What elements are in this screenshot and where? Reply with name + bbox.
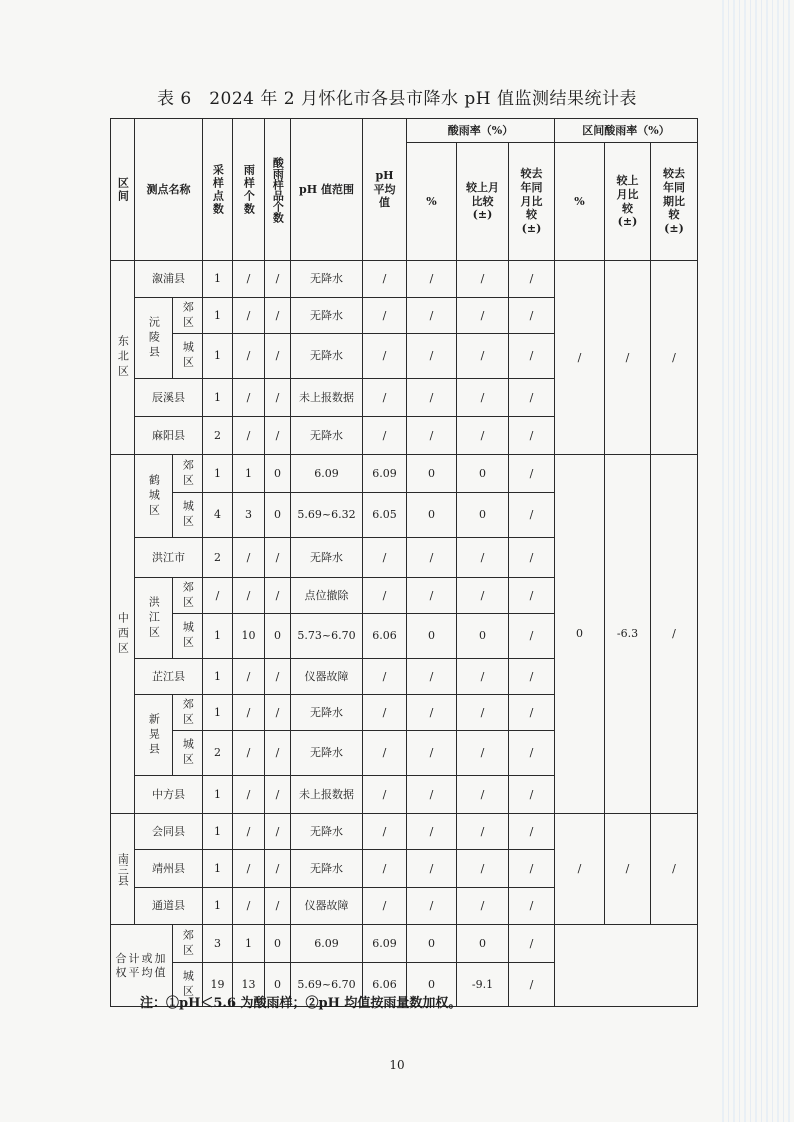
- header-pct: %: [407, 143, 457, 261]
- station-name: 辰溪县: [135, 379, 203, 417]
- cell-sample-points: 1: [203, 776, 233, 814]
- cell-acid-samples: /: [265, 850, 291, 888]
- cell-vs-month: /: [457, 334, 509, 379]
- sub-suburb: 郊区: [173, 298, 203, 334]
- table-row: [111, 925, 698, 963]
- cell-rain-samples: /: [233, 776, 265, 814]
- cell-ph-avg: /: [363, 695, 407, 731]
- cell-ph-range: 无降水: [291, 261, 363, 298]
- cell-vs-month: /: [457, 888, 509, 925]
- cell-ph-avg: 6.05: [363, 493, 407, 538]
- cell-vs-month: /: [457, 731, 509, 776]
- cell-rain-samples: /: [233, 417, 265, 455]
- cell-acid-samples: /: [265, 888, 291, 925]
- cell-ph-range: 仪器故障: [291, 659, 363, 695]
- header-ph-range: pH 值范围: [291, 119, 363, 261]
- cell-sample-points: 1: [203, 455, 233, 493]
- cell-vs-month: /: [457, 417, 509, 455]
- station-name: 溆浦县: [135, 261, 203, 298]
- table-row: [111, 814, 698, 850]
- cell-vs-year: /: [509, 614, 555, 659]
- cell-pct: 0: [407, 925, 457, 963]
- cell-ph-range: 点位撤除: [291, 578, 363, 614]
- cell-pct: /: [407, 261, 457, 298]
- cell-sample-points: 1: [203, 261, 233, 298]
- station-name: 洪江市: [135, 538, 203, 578]
- header-vs-last-year: 较去 年同 月比 较 (±): [509, 143, 555, 261]
- cell-rain-samples: /: [233, 731, 265, 776]
- cell-rain-samples: /: [233, 578, 265, 614]
- cell-vs-month: -9.1: [457, 963, 509, 1007]
- cell-vs-year: /: [509, 538, 555, 578]
- cell-pct: 0: [407, 614, 457, 659]
- cell-vs-month: /: [457, 538, 509, 578]
- cell-acid-samples: 0: [265, 493, 291, 538]
- cell-pct: 0: [407, 455, 457, 493]
- cell-ph-avg: 6.09: [363, 925, 407, 963]
- sub-urban: 城区: [173, 963, 203, 1007]
- cell-vs-year: /: [509, 776, 555, 814]
- cell-ph-avg: /: [363, 776, 407, 814]
- cell-vs-year: /: [509, 298, 555, 334]
- cell-acid-samples: /: [265, 776, 291, 814]
- sub-suburb: 郊区: [173, 455, 203, 493]
- cell-vs-month: /: [457, 298, 509, 334]
- cell-ph-avg: /: [363, 888, 407, 925]
- group-hecheng: 鹤城区: [135, 455, 173, 538]
- cell-acid-samples: /: [265, 695, 291, 731]
- cell-pct: /: [407, 578, 457, 614]
- cell-ph-range: 未上报数据: [291, 776, 363, 814]
- sub-urban: 城区: [173, 493, 203, 538]
- cell-pct: 0: [407, 963, 457, 1007]
- region-vs-month: -6.3: [605, 455, 651, 814]
- cell-ph-range: 未上报数据: [291, 379, 363, 417]
- cell-vs-year: /: [509, 814, 555, 850]
- sub-urban: 城区: [173, 731, 203, 776]
- region-vs-year: /: [651, 261, 698, 455]
- cell-ph-avg: /: [363, 731, 407, 776]
- table-title: 表 6 2024 年 2 月怀化市各县市降水 pH 值监测结果统计表: [156, 89, 638, 109]
- cell-ph-range: 无降水: [291, 731, 363, 776]
- cell-sample-points: 1: [203, 334, 233, 379]
- station-name: 靖州县: [135, 850, 203, 888]
- cell-acid-samples: /: [265, 298, 291, 334]
- cell-acid-samples: 0: [265, 614, 291, 659]
- cell-vs-month: 0: [457, 493, 509, 538]
- cell-acid-samples: /: [265, 731, 291, 776]
- header-region-pct: %: [555, 143, 605, 261]
- table-row: [111, 261, 698, 298]
- cell-pct: /: [407, 379, 457, 417]
- cell-acid-samples: /: [265, 538, 291, 578]
- group-total: 合计或加权平均值: [111, 925, 173, 1007]
- cell-vs-month: /: [457, 379, 509, 417]
- cell-vs-month: /: [457, 814, 509, 850]
- cell-rain-samples: 1: [233, 455, 265, 493]
- cell-vs-year: /: [509, 493, 555, 538]
- cell-ph-avg: /: [363, 417, 407, 455]
- cell-sample-points: 1: [203, 659, 233, 695]
- region-pct: 0: [555, 455, 605, 814]
- region-vs-month: /: [605, 261, 651, 455]
- cell-ph-range: 6.09: [291, 455, 363, 493]
- cell-acid-samples: /: [265, 814, 291, 850]
- cell-pct: /: [407, 659, 457, 695]
- region-northeast: 东北区: [111, 261, 135, 455]
- cell-ph-range: 仪器故障: [291, 888, 363, 925]
- cell-vs-year: /: [509, 850, 555, 888]
- cell-vs-year: /: [509, 731, 555, 776]
- cell-acid-samples: 0: [265, 925, 291, 963]
- cell-rain-samples: /: [233, 850, 265, 888]
- cell-rain-samples: /: [233, 334, 265, 379]
- cell-acid-samples: 0: [265, 455, 291, 493]
- cell-rain-samples: /: [233, 695, 265, 731]
- region-pct: /: [555, 261, 605, 455]
- cell-acid-samples: 0: [265, 963, 291, 1007]
- cell-acid-samples: /: [265, 334, 291, 379]
- cell-sample-points: 4: [203, 493, 233, 538]
- cell-rain-samples: /: [233, 261, 265, 298]
- cell-vs-month: /: [457, 776, 509, 814]
- cell-pct: /: [407, 538, 457, 578]
- cell-ph-range: 6.09: [291, 925, 363, 963]
- cell-vs-year: /: [509, 379, 555, 417]
- sub-suburb: 郊区: [173, 578, 203, 614]
- cell-sample-points: 1: [203, 298, 233, 334]
- cell-ph-range: 无降水: [291, 814, 363, 850]
- table-row: [111, 455, 698, 493]
- cell-rain-samples: /: [233, 298, 265, 334]
- table-container: [110, 118, 698, 1007]
- cell-ph-avg: /: [363, 814, 407, 850]
- cell-ph-avg: /: [363, 538, 407, 578]
- header-vs-last-month: 较上月 比较 (±): [457, 143, 509, 261]
- cell-pct: /: [407, 695, 457, 731]
- cell-ph-avg: 6.06: [363, 614, 407, 659]
- header-region-acid-rate: 区间酸雨率（%）: [555, 119, 698, 143]
- cell-pct: /: [407, 888, 457, 925]
- header-acid-samples: 酸雨样品个数: [265, 119, 291, 261]
- header-sample-points: 采样点数: [203, 119, 233, 261]
- ph-monitoring-table: [110, 118, 698, 1007]
- cell-vs-month: 0: [457, 614, 509, 659]
- cell-sample-points: 1: [203, 888, 233, 925]
- cell-ph-avg: 6.09: [363, 455, 407, 493]
- cell-pct: /: [407, 814, 457, 850]
- region-pct: /: [555, 814, 605, 925]
- cell-sample-points: 1: [203, 379, 233, 417]
- region-vs-month: /: [605, 814, 651, 925]
- cell-pct: 0: [407, 493, 457, 538]
- header-region-vs-year: 较去 年同 期比 较 (±): [651, 143, 698, 261]
- cell-sample-points: /: [203, 578, 233, 614]
- cell-pct: /: [407, 334, 457, 379]
- cell-rain-samples: 10: [233, 614, 265, 659]
- region-south-three: 南三县: [111, 814, 135, 925]
- cell-vs-year: /: [509, 888, 555, 925]
- cell-rain-samples: /: [233, 538, 265, 578]
- cell-ph-range: 5.69~6.70: [291, 963, 363, 1007]
- sub-urban: 城区: [173, 334, 203, 379]
- page-number: 10: [389, 1058, 405, 1072]
- cell-pct: /: [407, 850, 457, 888]
- cell-ph-avg: /: [363, 850, 407, 888]
- cell-vs-year: /: [509, 695, 555, 731]
- cell-vs-year: /: [509, 334, 555, 379]
- table-note: 注：①pH＜5.6 为酸雨样；②pH 均值按雨量数加权。: [140, 996, 462, 1011]
- cell-pct: /: [407, 298, 457, 334]
- cell-rain-samples: 1: [233, 925, 265, 963]
- header-region-vs-month: 较上 月比 较 (±): [605, 143, 651, 261]
- cell-rain-samples: /: [233, 814, 265, 850]
- cell-pct: /: [407, 731, 457, 776]
- station-name: 中方县: [135, 776, 203, 814]
- sub-suburb: 郊区: [173, 925, 203, 963]
- cell-rain-samples: /: [233, 659, 265, 695]
- group-xinhuang: 新晃县: [135, 695, 173, 776]
- group-hongjiang-qu: 洪江区: [135, 578, 173, 659]
- cell-vs-year: /: [509, 925, 555, 963]
- header-station: 测点名称: [135, 119, 203, 261]
- cell-ph-range: 无降水: [291, 334, 363, 379]
- sub-suburb: 郊区: [173, 695, 203, 731]
- cell-rain-samples: /: [233, 888, 265, 925]
- cell-ph-avg: /: [363, 261, 407, 298]
- binding-edge: [722, 0, 794, 1122]
- cell-ph-range: 无降水: [291, 850, 363, 888]
- cell-acid-samples: /: [265, 659, 291, 695]
- cell-ph-avg: /: [363, 334, 407, 379]
- cell-vs-year: /: [509, 578, 555, 614]
- cell-ph-range: 5.69~6.32: [291, 493, 363, 538]
- cell-vs-month: /: [457, 659, 509, 695]
- cell-pct: /: [407, 417, 457, 455]
- cell-sample-points: 2: [203, 417, 233, 455]
- cell-ph-range: 5.73~6.70: [291, 614, 363, 659]
- cell-vs-month: /: [457, 695, 509, 731]
- cell-ph-avg: /: [363, 659, 407, 695]
- cell-sample-points: 1: [203, 850, 233, 888]
- header-ph-avg: pH 平均 值: [363, 119, 407, 261]
- cell-vs-year: /: [509, 455, 555, 493]
- cell-acid-samples: /: [265, 417, 291, 455]
- header-rain-samples: 雨样个数: [233, 119, 265, 261]
- cell-vs-year: /: [509, 261, 555, 298]
- cell-ph-avg: 6.06: [363, 963, 407, 1007]
- station-name: 通道县: [135, 888, 203, 925]
- cell-rain-samples: 3: [233, 493, 265, 538]
- header-acid-rate: 酸雨率（%）: [407, 119, 555, 143]
- region-vs-year: /: [651, 814, 698, 925]
- station-name: 芷江县: [135, 659, 203, 695]
- region-midwest: 中西区: [111, 455, 135, 814]
- sub-urban: 城区: [173, 614, 203, 659]
- cell-ph-range: 无降水: [291, 298, 363, 334]
- header-region: 区间: [111, 119, 135, 261]
- cell-vs-month: 0: [457, 455, 509, 493]
- cell-vs-year: /: [509, 417, 555, 455]
- cell-vs-month: /: [457, 850, 509, 888]
- cell-ph-avg: /: [363, 578, 407, 614]
- station-name: 麻阳县: [135, 417, 203, 455]
- cell-vs-year: /: [509, 659, 555, 695]
- cell-sample-points: 3: [203, 925, 233, 963]
- cell-vs-month: /: [457, 261, 509, 298]
- region-vs-year: /: [651, 455, 698, 814]
- cell-ph-range: 无降水: [291, 538, 363, 578]
- cell-ph-avg: /: [363, 298, 407, 334]
- cell-sample-points: 19: [203, 963, 233, 1007]
- cell-acid-samples: /: [265, 261, 291, 298]
- group-yuanling: 沅陵县: [135, 298, 173, 379]
- total-region-empty: [555, 925, 698, 1007]
- cell-rain-samples: 13: [233, 963, 265, 1007]
- cell-rain-samples: /: [233, 379, 265, 417]
- cell-sample-points: 2: [203, 538, 233, 578]
- cell-vs-month: /: [457, 578, 509, 614]
- cell-sample-points: 1: [203, 695, 233, 731]
- cell-ph-range: 无降水: [291, 695, 363, 731]
- cell-vs-year: /: [509, 963, 555, 1007]
- cell-sample-points: 2: [203, 731, 233, 776]
- cell-vs-month: 0: [457, 925, 509, 963]
- cell-ph-range: 无降水: [291, 417, 363, 455]
- cell-sample-points: 1: [203, 814, 233, 850]
- station-name: 会同县: [135, 814, 203, 850]
- cell-acid-samples: /: [265, 578, 291, 614]
- cell-ph-avg: /: [363, 379, 407, 417]
- cell-sample-points: 1: [203, 614, 233, 659]
- cell-pct: /: [407, 776, 457, 814]
- cell-acid-samples: /: [265, 379, 291, 417]
